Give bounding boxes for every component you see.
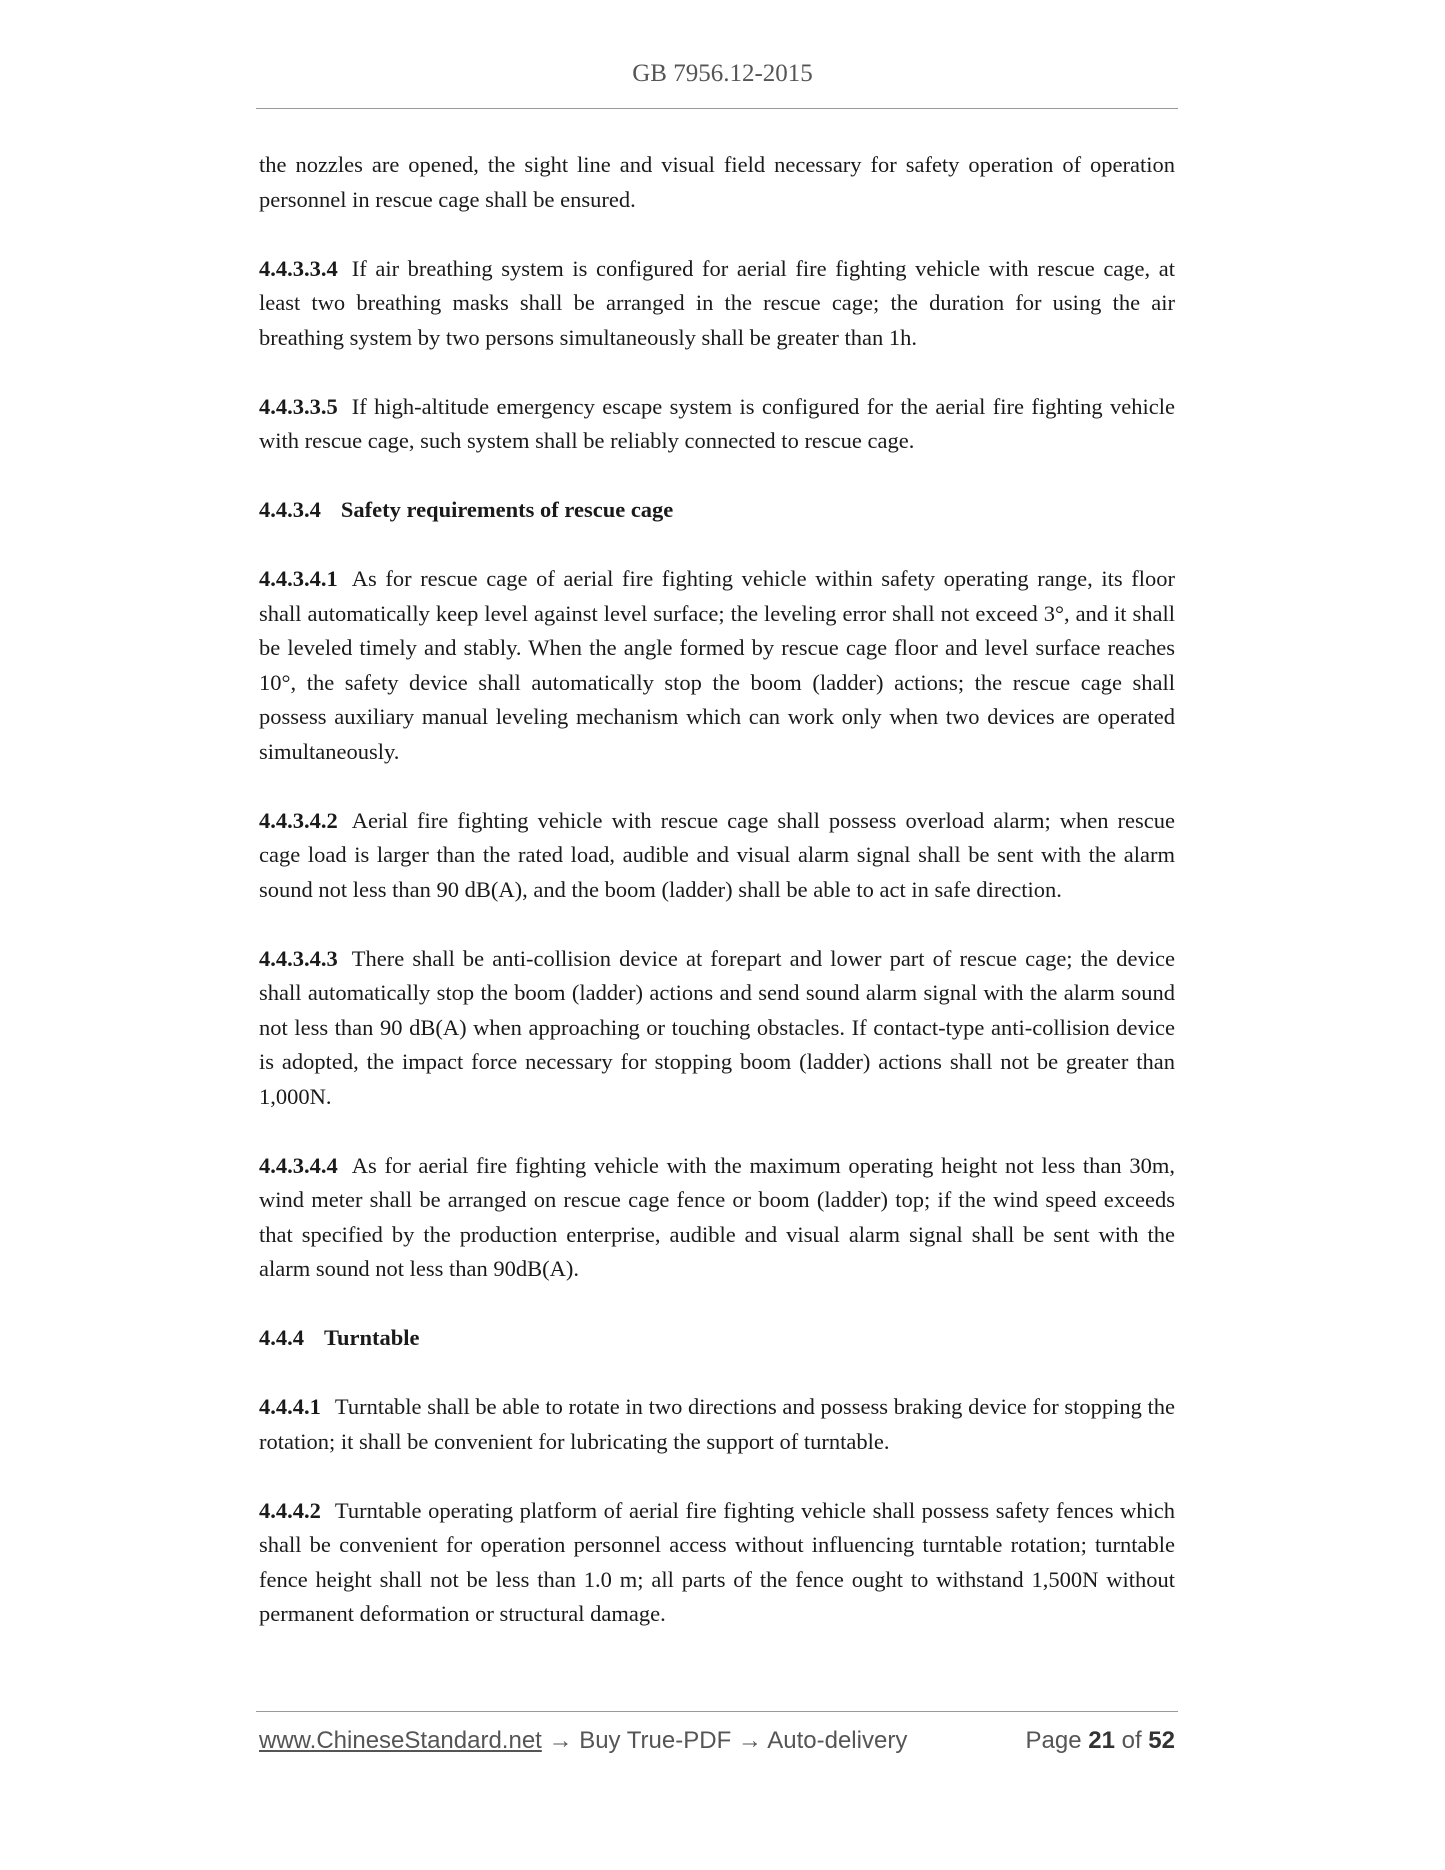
clause-4-4-3-4-2 <box>259 804 1175 908</box>
clause-4-4-3-3-5 <box>259 390 1175 459</box>
document-code: GB 7956.12-2015 <box>632 60 813 87</box>
clause-number: 4.4.4.1 <box>259 1394 321 1419</box>
clause-4-4-3-3-4 <box>259 252 1175 356</box>
clause-number: 4.4.3.4.3 <box>259 945 338 971</box>
section-heading-4-4-4 <box>259 1321 1175 1356</box>
clause-4-4-3-4-3 <box>259 942 1175 1115</box>
clause-number: 4.4.3.3.4 <box>259 255 338 281</box>
arrow-right-icon: → <box>737 1727 762 1754</box>
page-of-label: of <box>1121 1727 1142 1754</box>
header-divider <box>256 108 1178 109</box>
buy-pdf-text: Buy True-PDF <box>579 1727 732 1754</box>
paragraph-text: the nozzles are opened, the sight line and visual field necessary for safety operation of operation personnel in rescue cage shall be ensured. <box>259 152 1175 212</box>
clause-4-4-4-2 <box>259 1494 1175 1632</box>
page-body <box>259 148 1175 1666</box>
continued-paragraph <box>259 148 1175 217</box>
clause-text: As for aerial fire fighting vehicle with the maximum operating height not less than 30m, wind meter shall be arranged on rescue cage fence or boom (ladder) top; if the wind speed exceeds that specified by the production enterprise, audible and visual alarm signal shall be sent with the alarm sound not less than 90dB(A). <box>259 1152 1175 1281</box>
footer-links <box>259 1727 907 1755</box>
clause-text: Turntable shall be able to rotate in two directions and possess braking device for stopping the rotation; it shall be convenient for lubricating the support of turntable. <box>259 1394 1175 1454</box>
clause-text: If air breathing system is configured for aerial fire fighting vehicle with rescue cage, at least two breathing masks shall be arranged in the rescue cage; the duration for using the air breathing system by two persons simultaneously shall be greater than 1h. <box>259 255 1175 350</box>
clause-4-4-4-1 <box>259 1390 1175 1459</box>
arrow-right-icon: → <box>548 1727 573 1754</box>
section-heading-4-4-3-4 <box>259 493 1175 528</box>
section-number: 4.4.3.4 <box>259 497 321 522</box>
clause-number: 4.4.3.4.1 <box>259 566 338 591</box>
clause-number: 4.4.4.2 <box>259 1497 321 1523</box>
clause-text: Aerial fire fighting vehicle with rescue cage shall possess overload alarm; when rescue cage load is larger than the rated load, audible and visual alarm signal shall be sent with the alarm sound not less than 90 dB(A), and the boom (ladder) shall be able to act in safe direction. <box>259 807 1175 902</box>
clause-text: As for rescue cage of aerial fire fighting vehicle within safety operating range, its floor shall automatically keep level against level surface; the leveling error shall not exceed 3°, and it shall be leveled timely and stably. When the angle formed by rescue cage floor and level surface reaches 10°, the safety device shall automatically stop the boom (ladder) actions; the rescue cage shall possess auxiliary manual leveling mechanism which can work only when two devices are operated simultaneously. <box>259 566 1175 764</box>
section-title: Turntable <box>324 1325 420 1350</box>
clause-number: 4.4.3.4.2 <box>259 807 338 833</box>
clause-4-4-3-4-1 <box>259 562 1175 769</box>
footer-divider <box>256 1711 1178 1712</box>
page-footer <box>259 1727 1175 1767</box>
clause-4-4-3-4-4 <box>259 1149 1175 1287</box>
clause-number: 4.4.3.4.4 <box>259 1152 338 1178</box>
clause-text: There shall be anti-collision device at forepart and lower part of rescue cage; the device shall automatically stop the boom (ladder) actions and send sound alarm signal with the alarm sound not less than 90 dB(A) when approaching or touching obstacles. If contact-type anti-collision device is adopted, the impact force necessary for stopping boom (ladder) actions shall not be greater than 1,000N. <box>259 945 1175 1109</box>
clause-number: 4.4.3.3.5 <box>259 393 338 419</box>
section-title: Safety requirements of rescue cage <box>340 497 674 522</box>
clause-text: Turntable operating platform of aerial fire fighting vehicle shall possess safety fences which shall be convenient for operation personnel access without influencing turntable rotation; turntable fence height shall not be less than 1.0 m; all parts of the fence ought to withstand 1,500N without permanent deformation or structural damage. <box>259 1497 1175 1626</box>
clause-text: If high-altitude emergency escape system is configured for the aerial fire fighting vehicle with rescue cage, such system shall be reliably connected to rescue cage. <box>259 393 1175 453</box>
website-link[interactable]: www.ChineseStandard.net <box>259 1727 542 1754</box>
total-pages: 52 <box>1148 1727 1175 1754</box>
section-number: 4.4.4 <box>259 1325 304 1350</box>
page-label: Page <box>1025 1727 1082 1754</box>
page-number <box>1026 1727 1176 1755</box>
auto-delivery-text: Auto-delivery <box>767 1727 908 1754</box>
current-page: 21 <box>1088 1727 1115 1754</box>
